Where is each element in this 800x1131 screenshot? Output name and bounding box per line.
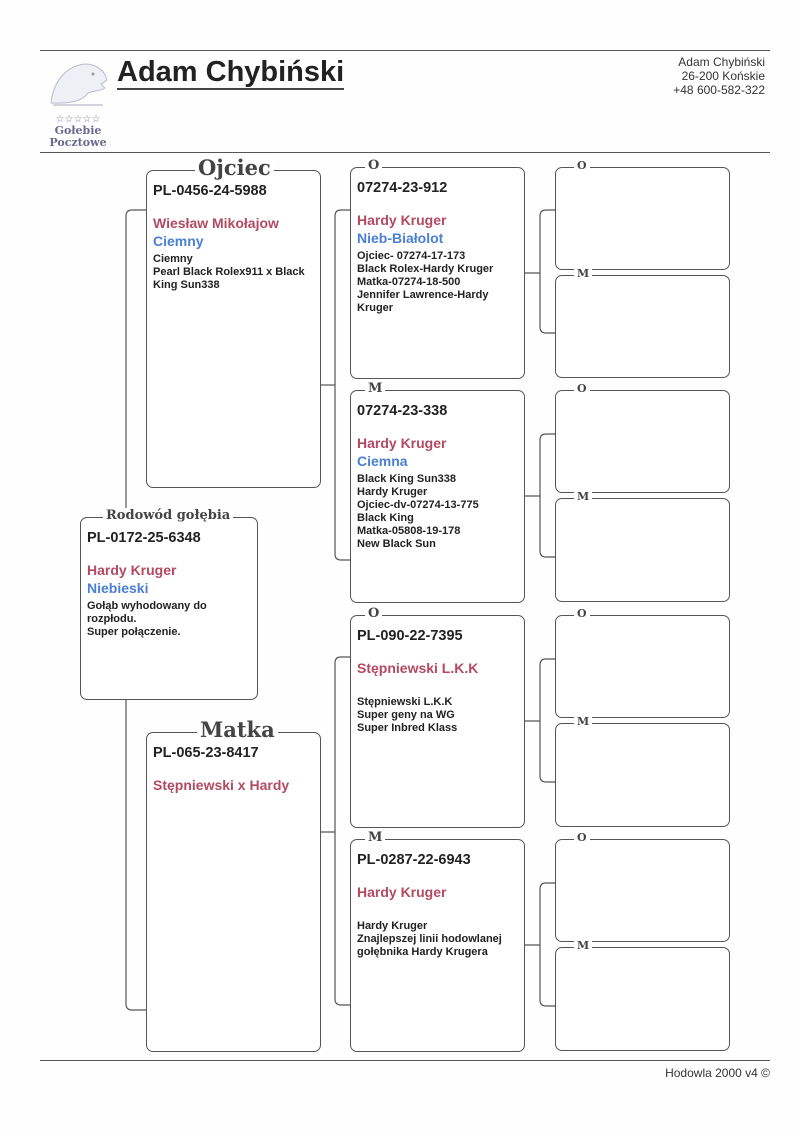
father-ring: PL-0456-24-5988 <box>153 183 267 199</box>
great-grandparent-card[interactable] <box>555 159 730 270</box>
card-label: O <box>574 158 590 174</box>
mother-ring: PL-065-23-8417 <box>153 745 259 761</box>
grandmother-paternal-card[interactable] <box>350 381 525 603</box>
ring-number: 07274-23-912 <box>357 180 448 196</box>
pigeon-notes: Gołąb wyhodowany do rozpłodu. Super połączenie. <box>87 600 207 638</box>
breeder-name: Hardy Kruger <box>357 884 447 900</box>
great-grandparent-card[interactable] <box>555 607 730 718</box>
great-grandparent-card[interactable] <box>555 267 730 378</box>
great-grandparent-card[interactable] <box>555 715 730 827</box>
father-label: Ojciec <box>195 157 274 179</box>
pigeon-color: Nieb-Białolot <box>357 230 444 246</box>
pigeon-notes: Stępniewski L.K.K Super geny na WG Super Inbred Klass <box>357 696 458 734</box>
pigeon-name: Hardy Kruger <box>87 562 177 578</box>
mother-name: Stępniewski x Hardy <box>153 777 290 793</box>
contact-address: 26-200 Końskie <box>681 69 765 83</box>
pigeon-color: Ciemna <box>357 453 408 469</box>
page-title: Adam Chybiński <box>117 56 345 88</box>
pigeon-color: Niebieski <box>87 580 149 596</box>
contact-phone: +48 600-582-322 <box>673 83 765 97</box>
father-notes: Ciemny Pearl Black Rolex911 x Black King Sun338 <box>153 253 305 291</box>
grandfather-maternal-card[interactable] <box>350 606 525 828</box>
father-color: Ciemny <box>153 233 204 249</box>
breeder-name: Hardy Kruger <box>357 435 447 451</box>
great-grandparent-card[interactable] <box>555 939 730 1051</box>
ring-number: PL-090-22-7395 <box>357 628 463 644</box>
card-label: O <box>574 830 590 846</box>
card-label: M <box>365 830 385 846</box>
card-label: O <box>365 158 382 174</box>
card-label: O <box>574 606 590 622</box>
pigeon-notes: Hardy Kruger Znajlepszej linii hodowlanej gołębnika Hardy Krugera <box>357 920 502 958</box>
great-grandparent-card[interactable] <box>555 382 730 493</box>
contact-name: Adam Chybiński <box>678 55 765 69</box>
mother-card[interactable] <box>146 717 321 1052</box>
father-card[interactable] <box>146 155 321 488</box>
ring-number: 07274-23-338 <box>357 403 448 419</box>
footer-version: Hodowla 2000 v4 © <box>665 1066 770 1080</box>
card-label: M <box>365 381 385 397</box>
great-grandparent-card[interactable] <box>555 831 730 942</box>
grandfather-paternal-card[interactable] <box>350 158 525 379</box>
ring-number: PL-0287-22-6943 <box>357 852 471 868</box>
card-label: O <box>574 381 590 397</box>
pigeon-notes: Ojciec- 07274-17-173 Black Rolex-Hardy Kruger Matka-07274-18-500 Jennifer Lawrence-Hardy Kruger <box>357 250 494 314</box>
logo-line1: Gołebie <box>54 124 102 137</box>
father-name: Wiesław Mikołajow <box>153 215 279 231</box>
card-label: M <box>574 489 592 505</box>
logo-line2: Pocztowe <box>49 136 107 149</box>
mother-label: Matka <box>197 719 278 741</box>
logo-stars: ☆☆☆☆☆ <box>55 114 101 125</box>
grandmother-maternal-card[interactable] <box>350 830 525 1052</box>
pigeon-card-label: Rodowód gołębia <box>103 508 233 524</box>
card-label: M <box>574 714 592 730</box>
pigeon-notes: Black King Sun338 Hardy Kruger Ojciec-dv-07274-13-775 Black King Matka-05808-19-178 New Black Sun <box>357 473 479 550</box>
great-grandparent-card[interactable] <box>555 490 730 602</box>
card-label: O <box>365 606 382 622</box>
breeder-name: Hardy Kruger <box>357 212 447 228</box>
pigeon-ring: PL-0172-25-6348 <box>87 530 201 546</box>
pigeon-card[interactable] <box>80 508 258 700</box>
breeder-name: Stępniewski L.K.K <box>357 660 479 676</box>
card-label: M <box>574 266 592 282</box>
card-label: M <box>574 938 592 954</box>
